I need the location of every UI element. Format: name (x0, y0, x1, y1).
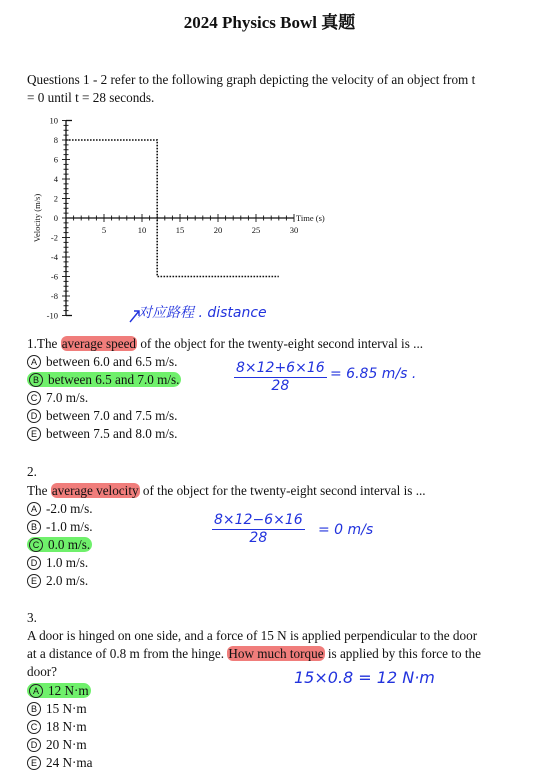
question-1-stem: 1.The average speed of the object for the twenty-eight second interval is ... (27, 336, 424, 351)
velocity-time-chart (0, 110, 360, 328)
option-circle-icon: D (27, 738, 41, 752)
option-circle-icon: C (27, 720, 41, 734)
q1-option-b: B between 6.5 and 7.0 m/s. (27, 371, 181, 388)
option-circle-icon: B (27, 520, 41, 534)
option-circle-icon: A (27, 355, 41, 369)
q1-option-c: C 7.0 m/s. (27, 389, 88, 406)
option-circle-icon: B (27, 702, 41, 716)
question-3-number: 3. (27, 610, 37, 625)
q3-option-a: A 12 N·m (27, 682, 91, 699)
y-tick-label: 10 (49, 115, 58, 126)
y-tick-label: -10 (46, 310, 58, 321)
question-3-line-3: door? (27, 664, 58, 679)
x-tick-label: 5 (101, 225, 107, 235)
question-3-line-1: A door is hinged on one side, and a force of 15 N is applied perpendicular to the door (27, 628, 478, 643)
y-tick-label: 4 (53, 174, 58, 184)
arrow-icon (128, 308, 142, 324)
q1-option-d: D between 7.0 and 7.5 m/s. (27, 407, 177, 424)
q2-option-b: B -1.0 m/s. (27, 518, 93, 535)
q2-handwritten-result: = 0 m/s (318, 522, 374, 538)
q2-option-d: D 1.0 m/s. (27, 554, 88, 571)
highlight-average-speed: average speed (61, 336, 137, 351)
q3-option-b: B 15 N·m (27, 700, 87, 717)
intro-line-2: = 0 until t = 28 seconds. (27, 90, 155, 105)
highlight-average-velocity: average velocity (51, 483, 139, 498)
question-2-stem: The average velocity of the object for the twenty-eight second interval is ... (27, 483, 426, 498)
option-circle-icon: E (27, 574, 41, 588)
option-circle-icon: E (27, 756, 41, 770)
x-tick-label: 15 (175, 225, 185, 235)
intro-line-1: Questions 1 - 2 refer to the following graph depicting the velocity of an object from t (27, 72, 476, 87)
y-tick-label: 2 (53, 193, 58, 204)
q3-option-d: D 20 N·m (27, 736, 87, 753)
y-axis-label: Velocity (m/s) (32, 193, 42, 243)
y-tick-label: -2 (50, 232, 58, 243)
option-circle-icon: D (27, 556, 41, 570)
y-tick-label: -6 (50, 271, 58, 282)
option-circle-icon: A (27, 502, 41, 516)
option-circle-icon: A (29, 684, 43, 698)
option-circle-icon: D (27, 409, 41, 423)
q3-handwritten-calc: 15×0.8 = 12 N·m (294, 668, 435, 687)
q1-handwritten-fraction: $\frac{8\times 12+6\times 16}{28}$ (236, 360, 325, 394)
y-tick-label: -8 (50, 291, 58, 301)
y-tick-label: 6 (53, 154, 58, 165)
handwritten-note-distance: 对应路程 . distance (138, 305, 267, 321)
option-circle-icon: C (29, 538, 43, 552)
option-circle-icon: C (27, 391, 41, 405)
q1-option-e: E between 7.5 and 8.0 m/s. (27, 425, 177, 442)
y-tick-label: -4 (50, 252, 58, 262)
y-tick-label: 8 (53, 135, 58, 145)
x-tick-label: 30 (289, 225, 299, 235)
x-axis-label: Time (s) (296, 213, 325, 223)
q2-option-e: E 2.0 m/s. (27, 572, 88, 589)
y-tick-label: 0 (53, 213, 58, 223)
q1-handwritten-result: = 6.85 m/s . (330, 366, 417, 382)
question-2-number: 2. (27, 464, 37, 479)
highlight-how-much-torque: How much torque (228, 646, 324, 661)
x-tick-label: 25 (251, 225, 261, 235)
velocity-series-line (66, 140, 279, 277)
q2-handwritten-fraction: $\frac{8\times 12-6\times 16}{28}$ (214, 512, 303, 546)
page-title: 2024 Physics Bowl 真题 (183, 13, 356, 32)
q1-option-a: A between 6.0 and 6.5 m/s. (27, 353, 177, 370)
option-circle-icon: B (29, 373, 43, 387)
x-tick-label: 10 (137, 225, 147, 235)
question-number: 1. (27, 336, 37, 351)
q3-option-e: E 24 N·ma (27, 754, 93, 771)
option-circle-icon: E (27, 427, 41, 441)
q2-option-c: C 0.0 m/s. (27, 536, 92, 553)
x-tick-label: 20 (213, 225, 223, 235)
q2-option-a: A -2.0 m/s. (27, 500, 93, 517)
q3-option-c: C 18 N·m (27, 718, 87, 735)
question-3-line-2: at a distance of 0.8 m from the hinge. How much torque is applied by this force to the (27, 646, 481, 661)
